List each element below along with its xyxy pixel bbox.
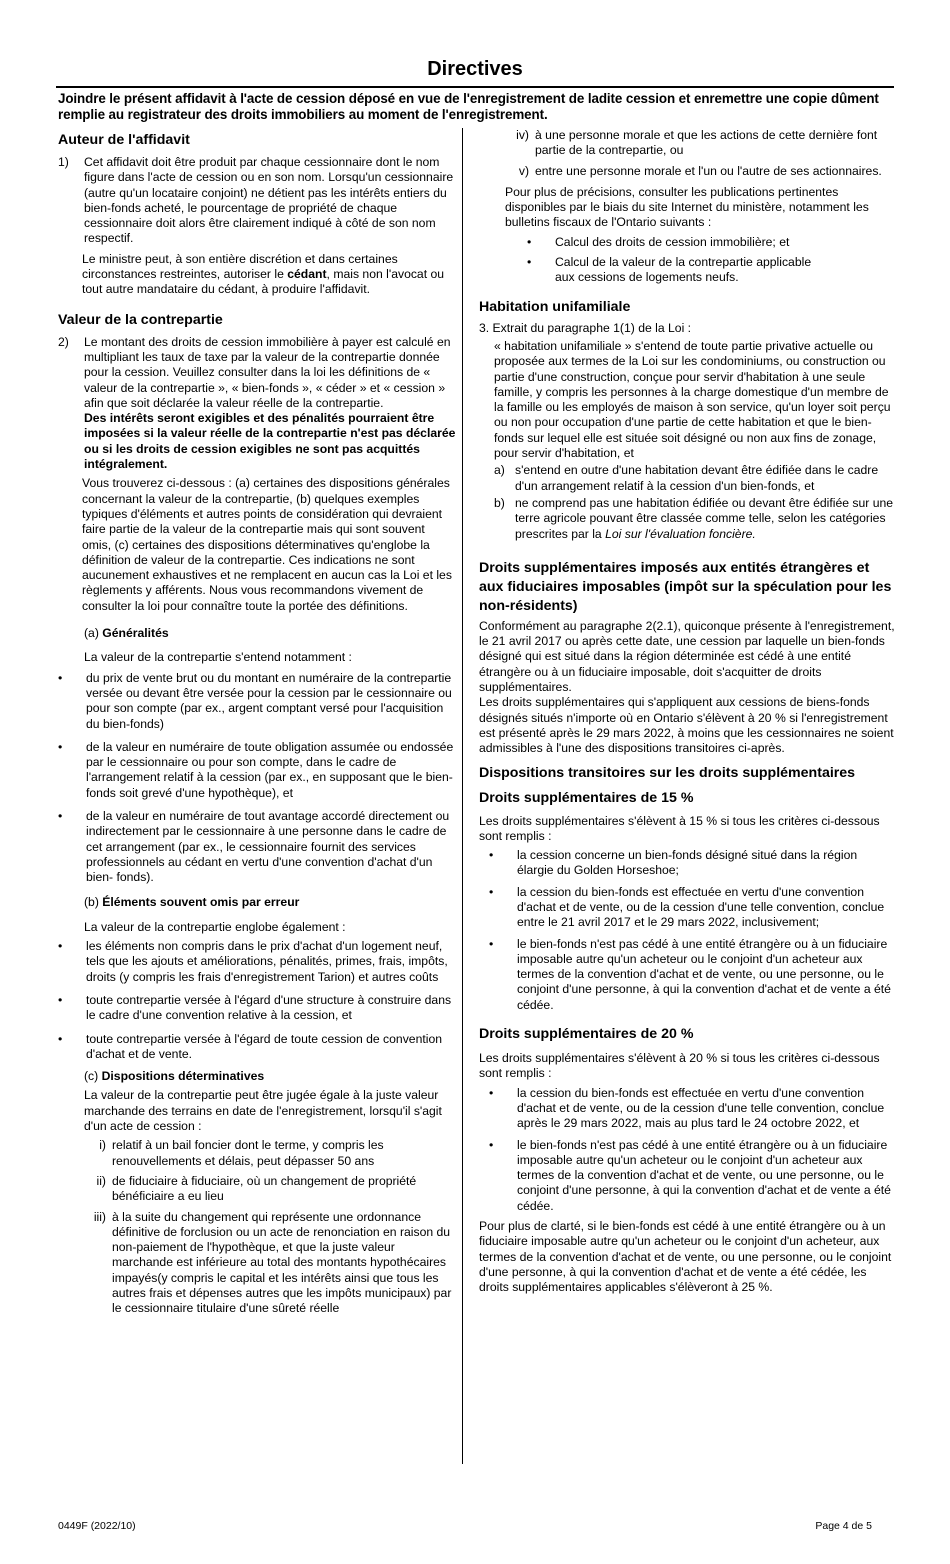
bullet: • [58,939,63,954]
roman-item [84,1210,456,1317]
list-text: de la valeur en numéraire de toute obligation assumée ou endossée par le cessionnaire ou pour son compte, dans le cadre de l'arrangement relatif à la cession (par ex., en supposant que le bien-fonds soit grevé d'une hypothèque), et [86,739,454,800]
bullet: • [489,884,494,899]
valeur-warning: Des intérêts seront exigibles et des pénalités pourraient être imposées si la valeur réelle de la contrepartie n'est pas déclarée ou si les droits de cession exigibles ne sont pas acquittés intégralement. [84,411,456,472]
list-item [58,809,456,885]
heading-15: Droits supplémentaires de 15 % [479,789,694,806]
list-item [58,740,456,801]
letter-item [479,496,897,542]
bullet: • [58,1031,63,1046]
a-list [58,671,456,886]
list-text: Calcul de la valeur de la contrepartie applicable aux cessions de logements neufs. [555,255,812,285]
letter-label: b) [494,495,505,510]
list-text: le bien-fonds n'est pas cédé à une entité étrangère ou à un fiduciaire imposable autre qu'un acheteur ou le conjoint d'un acheteur aux termes de la convention d'achat et de vente, ou une personne, ou le conjoint d'une personne, à qui la convention d'achat et de vente a été cédée. [517,1137,891,1213]
roman-text: à une personne morale et que les actions de cette dernière font partie de la contrepartie, ou [535,128,878,158]
list-text: toute contrepartie versée à l'égard d'une structure à construire dans le cadre d'une convention relative à la cession, et [86,992,452,1023]
list-item [58,939,456,985]
label: (b) [84,895,103,910]
roman-numeral: iv) [516,128,529,142]
bullet: • [527,234,532,249]
roman-numeral: iii) [93,1209,106,1224]
list-item [527,255,897,286]
intro-20: Les droits supplémentaires s'élèvent à 20 % si tous les critères ci-dessous sont remplis : [479,1051,880,1081]
clarte-paragraph: Pour plus de clarté, si le bien-fonds est cédé à une entité étrangère ou à un fiduciaire imposable autre qu'un acheteur ou le conjoint d'un acheteur, aux termes de la convention d'achat et de vente, ou une personne, ou le conjoint d'une personne, à qui la convention d'achat et de vente a été cédée, les droits supplémentaires applicables s'élèveront à 25 %. [479,1219,892,1295]
list-item [489,1138,897,1214]
subheading-b [58,895,456,910]
roman-numeral: ii) [96,1173,106,1188]
bold-text: cédant [287,267,327,282]
italic-text: Loi sur l'évaluation foncière. [605,526,756,541]
list-text: du prix de vente brut ou du montant en numéraire de la contrepartie versée ou devant être versée pour la cession par le cessionnaire ou pour son compte (par ex., argent comptant versé pour l'acquisition du bien-fonds) [86,670,452,731]
roman-item [84,1138,456,1169]
bullet: • [58,670,63,685]
bullet: • [489,1137,494,1152]
bullet: • [527,255,532,270]
bulletins-list [479,235,897,286]
list-text: le bien-fonds n'est pas cédé à une entité étrangère ou à un fiduciaire imposable autre qu'un acheteur ou le conjoint d'un acheteur aux termes de la convention d'achat et de vente, ou une personne, ou le conjoint d'une personne, à qui la convention d'achat et de vente a été cédée. [517,936,891,1012]
habitation-extrait: 3. Extrait du paragraphe 1(1) de la Loi : [479,320,692,335]
text: ne comprend pas une habitation édifiée ou devant être édifiée sur une terre agricole pouvant être classée comme telle, selon les catégories prescrites par la [515,495,894,541]
left-column [58,128,456,1317]
valeur-paragraph-2: Vous trouverez ci-dessous : (a) certaines des dispositions générales concernant la valeur de la contrepartie, (b) quelques exemples typiques d'éléments et autres points de considération qui devraient faire partie de la valeur de la contrepartie mais qui sont souvent omis, (c) certaines des dispositions déterminatives qu'englobe la définition de valeur de la contrepartie. Ces indications ne sont aucunement exhaustives et ne remplacent en aucun cas la Loi et les règlements y afférents. Nous vous recommandons vivement de consulter la loi pour connaître toute la portée des définitions. [82,476,452,613]
roman-text: à la suite du changement qui représente une ordonnance définitive de forclusion ou un acte de renonciation en raison du non-paiement de l'hypothèque, et que la juste valeur marchande est inférieure au total des montants hypothécaires impayés(y compris le capital et les intérêts ainsi que tous les autres frais et dépenses autres que les impôts municipaux) par le cessionnaire titulaire d'une sûreté réelle [112,1209,452,1316]
heading-valeur: Valeur de la contrepartie [58,311,223,328]
subheading-a [58,626,456,641]
roman-text: entre une personne morale et l'un ou l'autre de ses actionnaires. [535,163,882,178]
heading-habitation: Habitation unifamiliale [479,298,631,315]
roman-item [507,128,897,159]
heading-droits: Droits supplémentaires imposés aux entités étrangères et aux fiduciaires imposables (impôt sur la spéculation pour les non-résidents) [479,559,892,614]
intro-instruction: Joindre le présent affidavit à l'acte de cession déposé en vue de l'enregistrement de ladite cession et enremettre une copie dûment remplie au registrateur des droits immobiliers au moment de l'enregistrement. [58,91,879,122]
auteur-paragraph-2 [58,252,456,298]
list-15 [479,848,897,1013]
list-text: la cession du bien-fonds est effectuée en vertu d'une convention d'achat et de vente, ou de la cession d'une telle convention, conclue entre le 21 avril 2017 et le 29 mars 2022, inclusivement; [517,884,885,930]
bullet: • [489,1085,494,1100]
heading-transitoires: Dispositions transitoires sur les droits supplémentaires [479,764,856,781]
roman-text: de fiduciaire à fiduciaire, où un changement de propriété bénéficiaire a eu lieu [112,1173,417,1204]
b-list [58,939,456,1062]
subheading-c [58,1069,456,1084]
list-item [489,848,897,879]
roman-numeral: i) [99,1138,106,1153]
list-item [489,885,897,931]
precisions-paragraph: Pour plus de précisions, consulter les publications pertinentes disponibles par le biais du site Internet du ministère, notamment les bulletins fiscaux de l'Ontario suivants : [505,184,869,230]
subheading-title: Dispositions déterminatives [101,1069,265,1084]
heading-20: Droits supplémentaires de 20 % [479,1026,694,1043]
list-text: les éléments non compris dans le prix d'achat d'un logement neuf, tels que les ajouts et améliorations, pénalités, primes, frais, impôts, droits (y compris les frais d'enregistrement Tarion) et autres coûts [86,939,448,984]
habitation-definition: « habitation unifamiliale » s'entend de toute partie privative actuelle ou proposée aux termes de la Loi sur les condominiums, ou construction ou partie d'une construction, conçue pour servir d'habitation à une seule famille, y compris les personnes à la charge domestique d'un membre de la famille ou les employés de maison à son service, qu'un loyer soit perçu ou non pour occupation d'une partie de cette habitation et que le bien-fonds sur lequel elle est située soit désigné ou non aux fins de zonage, pour servir d'habitation, et [494,338,891,461]
section-number: 2) [58,334,69,349]
droits-paragraph-1: Conformément au paragraphe 2(2.1), quiconque présente à l'enregistrement, le 21 avril 2017 ou après cette date, une cession par laquelle un bien-fonds désigné qui est situé dans la région déterminée est cédé à une entité étrangère ou à un fiduciaire imposable, doit s'acquitter de droits supplémentaires. [479,618,895,695]
form-code: 0449F (2022/10) [58,1520,136,1532]
roman-item [507,164,897,179]
page-number: Page 4 de 5 [815,1520,872,1532]
letter-item [479,463,897,494]
b-intro: La valeur de la contrepartie englobe également : [84,919,346,934]
list-text: la cession du bien-fonds est effectuée en vertu d'une convention d'achat et de vente, ou de la cession d'une telle convention, conclue après le 29 mars 2022, mais au plus tard le 24 octobre 2022, et [517,1085,885,1131]
a-intro: La valeur de la contrepartie s'entend notamment : [84,650,352,665]
text: , mais non l'avocat ou tout autre mandataire du cédant, à produire l'affidavit. [82,267,445,297]
valeur-paragraph: Le montant des droits de cession immobilière à payer est calculé en multipliant les taux de taxe par la valeur de la contrepartie donnée pour la cession. Veuillez consulter dans la loi les définitions de « valeur de la contrepartie », « bien-fonds », « céder » et « cession » afin que soit déclarée la valeur réelle de la contrepartie. [84,334,451,410]
subheading-title: Généralités [102,626,169,641]
list-item [58,1032,456,1063]
text: Le ministre peut, à son entière discrétion et dans certaines circonstances restreintes, autoriser le [82,251,398,282]
bullet: • [489,848,494,863]
subheading-title: Éléments souvent omis par erreur [102,895,300,910]
label: (c) [84,1069,102,1084]
list-item [489,1086,897,1132]
label: (a) [84,626,103,641]
c-list-continued [479,128,897,179]
auteur-paragraph: Cet affidavit doit être produit par chaque cessionnaire dont le nom figure dans l'acte de cession ou en son nom. Lorsqu'un cessionnaire (autre qu'un locataire conjoint) ne détient pas les intérêts entiers du bien-fonds acheté, le pourcentage de propriété de chaque cessionnaire doit alors être clairement indiqué à côté de son nom respectif. [84,155,454,246]
right-column [479,128,897,1296]
bullet: • [58,808,63,823]
bullet: • [489,936,494,951]
valeur-body [84,335,456,473]
page-title: Directives [427,58,523,80]
letter-text: s'entend en outre d'une habitation devant être édifiée dans le cadre d'un arrangement relatif à la cession d'un bien-fonds, et [515,463,879,493]
intro-15: Les droits supplémentaires s'élèvent à 15 % si tous les critères ci-dessous sont remplis : [479,813,880,843]
section-number: 1) [58,155,69,169]
list-item [58,993,456,1024]
list-item [489,937,897,1013]
bullet: • [58,739,63,754]
c-intro: La valeur de la contrepartie peut être jugée égale à la juste valeur marchande des terrains en date de l'enregistrement, lorsqu'il s'agit d'un acte de cession : [84,1088,442,1134]
column-divider [462,128,463,1464]
letter-text [515,496,897,542]
section-1 [58,155,456,247]
roman-numeral: v) [518,163,529,178]
list-text: la cession concerne un bien-fonds désigné situé dans la région élargie du Golden Horseshoe; [517,848,858,878]
list-text: toute contrepartie versée à l'égard de toute cession de convention d'achat et de vente. [86,1031,442,1061]
roman-item [84,1174,456,1205]
list-text: de la valeur en numéraire de tout avantage accordé directement ou indirectement par le cessionnaire à une personne dans le cadre de cet arrangement (par ex., le cessionnaire fournit des services professionnels au cédant en vertu d'une convention d'achat d'un bien- fonds). [86,808,450,885]
bullet: • [58,992,63,1007]
habitation-list [479,463,897,541]
letter-label: a) [494,463,505,478]
c-list [58,1138,456,1316]
heading-auteur: Auteur de l'affidavit [58,132,190,148]
list-item [527,235,897,250]
roman-text: relatif à un bail foncier dont le terme, y compris les renouvellements et délais, peut dépasser 50 ans [112,1138,384,1168]
list-text: Calcul des droits de cession immobilière; et [555,234,790,249]
list-20 [479,1086,897,1214]
list-item [58,671,456,732]
droits-paragraph-2: Les droits supplémentaires qui s'appliquent aux cessions de biens-fonds désignés situés n'importe où en Ontario s'élèvent à 20 % si l'enregistrement est présenté après le 29 mars 2022, à moins que les cessionnaires ne soient admissibles à l'une des dispositions transitoires ci-après. [479,695,894,756]
title-rule [56,86,894,88]
section-2 [58,335,456,473]
